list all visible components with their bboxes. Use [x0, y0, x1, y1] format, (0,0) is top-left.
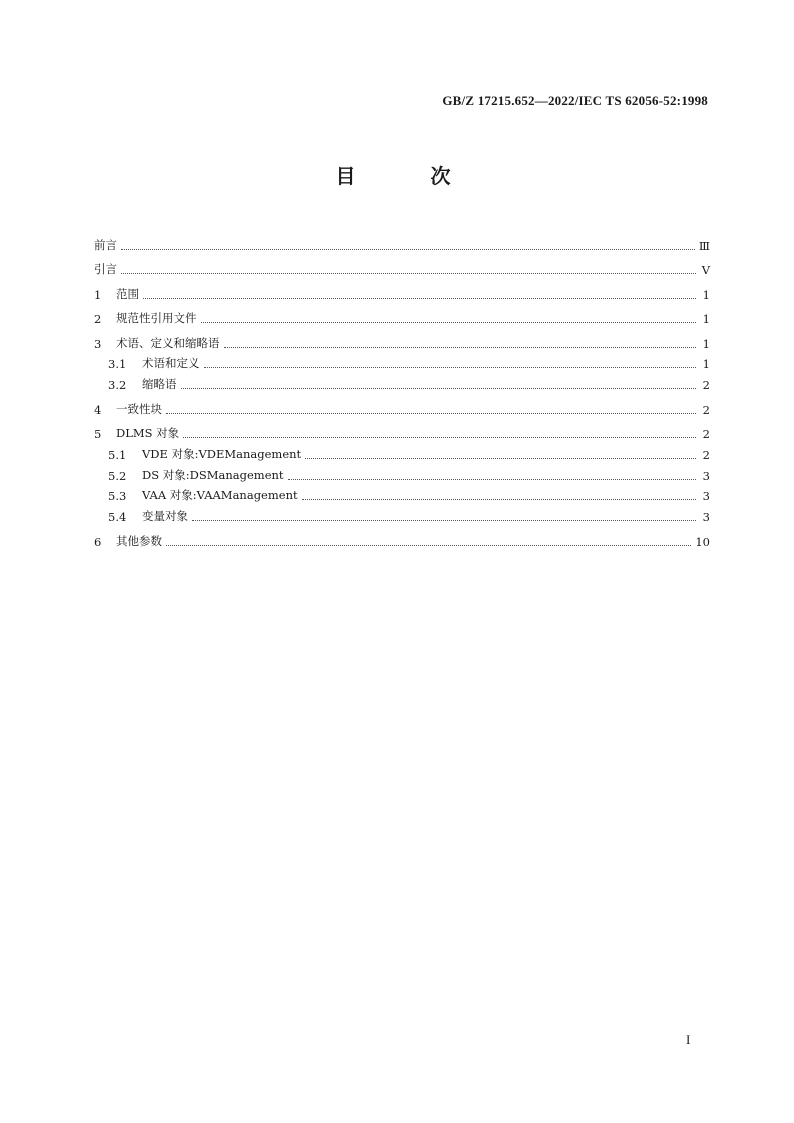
toc-entry-title: 术语、定义和缩略语 [116, 335, 220, 350]
toc-entry[interactable] [94, 253, 710, 278]
toc-entry[interactable] [94, 483, 710, 504]
toc-entry-page: 1 [702, 287, 710, 302]
toc-entry-title: DS 对象:DSManagement [142, 467, 284, 482]
toc-entry-title: 缩略语 [142, 377, 177, 392]
toc-entry-page: 3 [702, 468, 710, 483]
toc-entry[interactable] [94, 371, 710, 392]
toc-entry[interactable] [94, 441, 710, 462]
toc-entry-title: DLMS 对象 [116, 426, 180, 441]
toc-entry-title: 范围 [116, 286, 139, 301]
toc-entry[interactable] [94, 524, 710, 549]
toc-entry[interactable] [94, 351, 710, 372]
toc-entry-page: 3 [702, 489, 710, 504]
toc-entry-page: 2 [702, 447, 710, 462]
dot-leader [224, 346, 697, 348]
toc-entry-title: 术语和定义 [142, 356, 200, 371]
toc-entry-number: 3.1 [108, 357, 127, 372]
dot-leader [204, 366, 697, 368]
toc-entry-title: 一致性块 [116, 401, 162, 416]
toc-entry-page: Ⅲ [698, 238, 710, 253]
dot-leader [183, 436, 696, 438]
toc-entry-number: 1 [94, 287, 102, 302]
dot-leader [181, 387, 697, 389]
toc-entry-page: 10 [695, 534, 710, 549]
page-number: I [686, 1032, 691, 1047]
toc-entry-page: 2 [702, 402, 710, 417]
table-of-contents [94, 228, 710, 549]
toc-entry-number: 4 [94, 402, 102, 417]
dot-leader [121, 272, 696, 274]
toc-entry[interactable] [94, 462, 710, 483]
toc-entry-title: 其他参数 [116, 533, 162, 548]
dot-leader [143, 297, 696, 299]
dot-leader [201, 321, 697, 323]
toc-entry-title: 引言 [94, 262, 117, 276]
toc-entry[interactable] [94, 392, 710, 417]
toc-entry-page: 1 [702, 336, 710, 351]
toc-entry-title: 变量对象 [142, 509, 188, 524]
dot-leader [305, 457, 696, 459]
dot-leader [121, 248, 695, 250]
standard-number-header: GB/Z 17215.652—2022/IEC TS 62056-52:1998 [442, 93, 708, 108]
toc-entry-title: VDE 对象:VDEManagement [142, 446, 302, 461]
toc-entry-number: 2 [94, 312, 102, 326]
toc-entry-page: Ⅴ [701, 263, 710, 277]
toc-entry-title: VAA 对象:VAAManagement [142, 488, 298, 503]
toc-entry-number: 5 [94, 427, 102, 442]
dot-leader [192, 519, 696, 521]
toc-entry-number: 5.4 [108, 510, 127, 525]
toc-entry-number: 5.2 [108, 468, 127, 483]
toc-entry-number: 5.3 [108, 489, 127, 504]
toc-entry-page: 2 [702, 427, 710, 442]
toc-entry-page: 3 [702, 510, 710, 525]
toc-entry-number: 5.1 [108, 447, 127, 462]
toc-entry[interactable] [94, 503, 710, 524]
page-title: 目 次 [335, 164, 485, 188]
toc-entry-number: 3.2 [108, 378, 127, 393]
toc-entry[interactable] [94, 277, 710, 302]
toc-entry-page: 1 [702, 357, 710, 372]
dot-leader [166, 544, 691, 546]
toc-entry[interactable] [94, 228, 710, 253]
toc-entry[interactable] [94, 326, 710, 351]
dot-leader [166, 412, 696, 414]
toc-entry-number: 6 [94, 534, 102, 549]
toc-entry-page: 2 [702, 378, 710, 393]
toc-entry-page: 1 [702, 312, 710, 326]
toc-entry[interactable] [94, 302, 710, 327]
toc-entry-title: 前言 [94, 237, 117, 252]
toc-entry-title: 规范性引用文件 [116, 311, 197, 325]
toc-entry[interactable] [94, 417, 710, 442]
dot-leader [302, 498, 696, 500]
toc-entry-number: 3 [94, 336, 102, 351]
dot-leader [288, 478, 696, 480]
